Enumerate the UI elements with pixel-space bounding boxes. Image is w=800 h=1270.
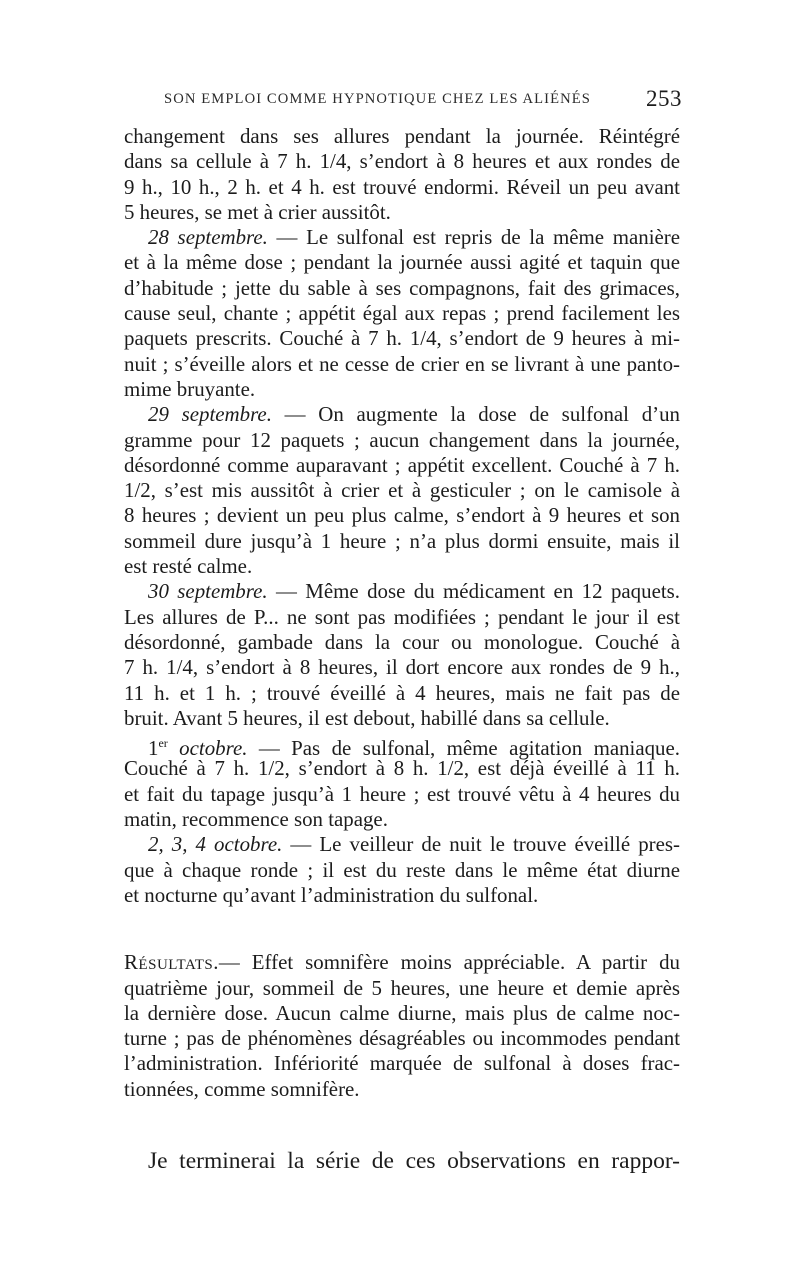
running-header <box>124 82 682 116</box>
entry-date: 30 septembre. <box>148 579 268 604</box>
text-line: Les allures de P... ne sont pas modifiées ; pendant le jour il est <box>124 604 680 629</box>
entry-2-3-4-octobre <box>124 832 680 908</box>
text-line: 8 heures ; devient un peu plus calme, s’endort à 9 heures et son <box>124 503 680 528</box>
page-body <box>124 124 680 1176</box>
entry-day: 1 <box>148 736 159 761</box>
text-line: d’habitude ; jette du sable à ses compagnons, fait des grimaces, <box>124 275 680 300</box>
entry-date: 2, 3, 4 octobre. <box>148 832 283 857</box>
text-line: et fait du tapage jusqu’à 1 heure ; est trouvé vêtu à 4 heures du <box>124 781 680 806</box>
running-title: SON EMPLOI COMME HYPNOTIQUE CHEZ LES ALIÉNÉS <box>164 91 592 107</box>
text-line: est resté calme. <box>124 554 253 579</box>
text-line: et à la même dose ; pendant la journée aussi agité et taquin que <box>124 250 680 275</box>
entry-28-septembre <box>124 225 680 402</box>
text-line <box>124 402 680 427</box>
entry-text: — Le veilleur de nuit le trouve éveillé pres- <box>282 832 680 857</box>
text-line: cause seul, chante ; appétit égal aux repas ; prend facilement les <box>124 301 680 326</box>
entry-1er-octobre <box>124 731 680 832</box>
text-line <box>124 950 680 975</box>
closing-line: Je terminerai la série de ces observations en rappor- <box>148 1147 680 1174</box>
entry-day-suffix: er <box>158 736 168 751</box>
text-line: paquets prescrits. Couché à 7 h. 1/4, s’endort de 9 heures à mi- <box>124 326 680 351</box>
text-line <box>124 832 680 857</box>
text-line: désordonné comme auparavant ; appétit excellent. Couché à 7 h. <box>124 452 680 477</box>
text-line: matin, recommence son tapage. <box>124 807 388 832</box>
results-text: — Effet somnifère moins appréciable. A partir du <box>218 950 680 975</box>
entry-text: — On augmente la dose de sulfonal d’un <box>271 402 681 427</box>
text-line: l’administration. Infériorité marquée de sulfonal à doses frac- <box>124 1051 680 1076</box>
text-line: gramme pour 12 paquets ; aucun changement dans la journée, <box>124 427 680 452</box>
text-line <box>124 225 680 250</box>
entry-text: — Même dose du médicament en 12 paquets. <box>267 579 680 604</box>
entry-date: octobre. <box>167 736 248 761</box>
text-line: et nocturne qu’avant l’administration du sulfonal. <box>124 882 539 907</box>
text-line: nuit ; s’éveille alors et ne cesse de crier en se livrant à une panto- <box>124 351 680 376</box>
text-line: changement dans ses allures pendant la journée. Réintégré <box>124 124 680 148</box>
text-line <box>124 579 680 604</box>
entry-29-septembre <box>124 402 680 579</box>
entry-text: — Pas de sulfonal, même agitation maniaque. <box>247 736 680 761</box>
entry-text: — Le sulfonal est repris de la même manière <box>267 225 680 250</box>
results-paragraph <box>124 950 680 1102</box>
text-line: bruit. Avant 5 heures, il est debout, habillé dans sa cellule. <box>124 705 610 730</box>
text-line: tionnées, comme somnifère. <box>124 1076 360 1101</box>
text-line: Couché à 7 h. 1/2, s’endort à 8 h. 1/2, est déjà éveillé à 11 h. <box>124 756 680 781</box>
text-line: sommeil dure jusqu’à 1 heure ; n’a plus dormi ensuite, mais il <box>124 528 680 553</box>
text-line: la dernière dose. Aucun calme diurne, mais plus de calme noc- <box>124 1000 680 1025</box>
text-line: désordonné, gambade dans la cour ou monologue. Couché à <box>124 629 680 654</box>
text-line: que à chaque ronde ; il est du reste dans le même état diurne <box>124 857 680 882</box>
entry-date: 28 septembre. <box>148 225 268 250</box>
text-line: 1/2, s’est mis aussitôt à crier et à gesticuler ; on le camisole à <box>124 478 680 503</box>
text-line: dans sa cellule à 7 h. 1/4, s’endort à 8 heures et aux rondes de <box>124 149 680 174</box>
results-label: Résultats. <box>124 950 219 975</box>
text-line: 7 h. 1/4, s’endort à 8 heures, il dort encore aux rondes de 9 h., <box>124 655 680 680</box>
text-line: 11 h. et 1 h. ; trouvé éveillé à 4 heures, mais ne fait pas de <box>124 680 680 705</box>
text-line: 9 h., 10 h., 2 h. et 4 h. est trouvé endormi. Réveil un peu avant <box>124 174 680 199</box>
page-number: 253 <box>646 86 682 111</box>
text-line <box>124 731 680 761</box>
entry-date: 29 septembre. <box>148 402 272 427</box>
text-line: turne ; pas de phénomènes désagréables ou incommodes pendant <box>124 1026 680 1051</box>
text-line: quatrième jour, sommeil de 5 heures, une heure et demie après <box>124 975 680 1000</box>
text-line: mime bruyante. <box>124 376 256 401</box>
section-gap <box>124 908 680 950</box>
section-gap <box>124 1102 680 1144</box>
entry-30-septembre <box>124 579 680 731</box>
text-line: 5 heures, se met à crier aussitôt. <box>124 199 391 224</box>
paragraph-continuation <box>124 124 680 225</box>
